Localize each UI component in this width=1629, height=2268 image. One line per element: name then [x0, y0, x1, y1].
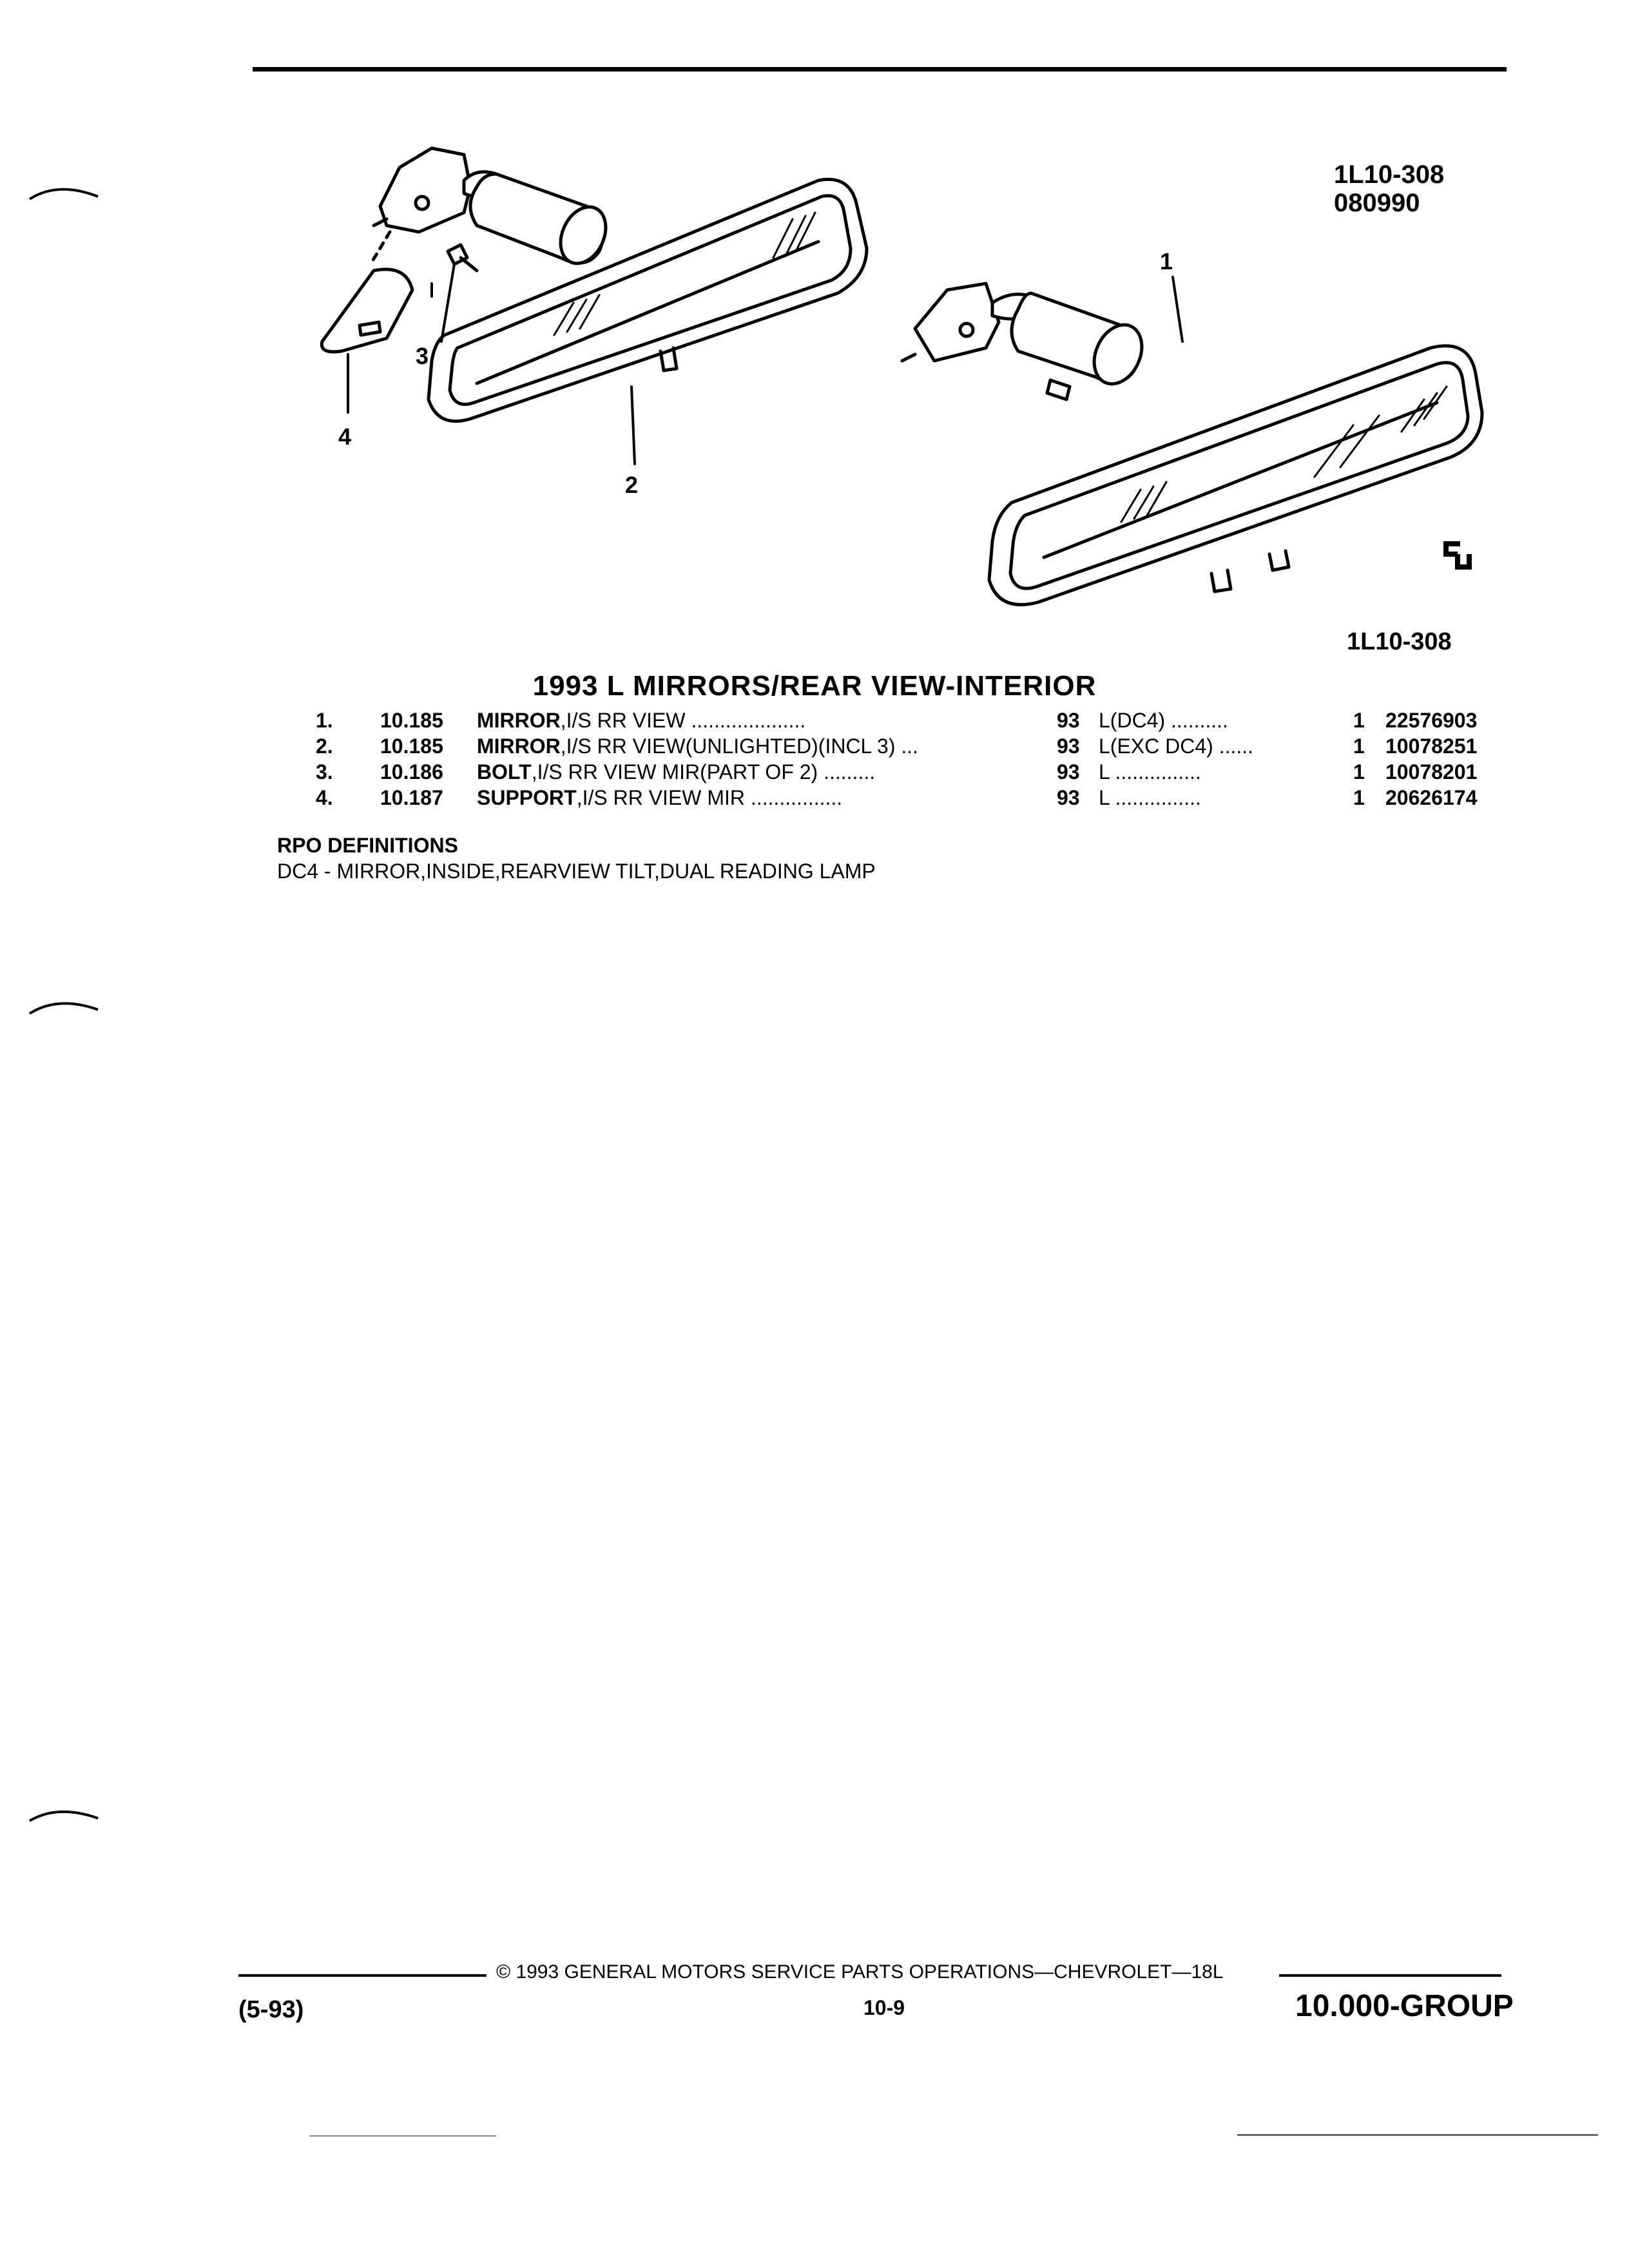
footer-rule-right — [1279, 1974, 1501, 1977]
cu-logo-icon — [1443, 541, 1472, 570]
part-number: 10078201 — [1385, 760, 1478, 783]
parts-row — [316, 785, 1514, 811]
group-number: 10.185 — [380, 709, 443, 732]
model-year: 93 — [1057, 786, 1080, 809]
binder-mark-top — [26, 184, 103, 209]
illustration-code: 1L10-308 — [1334, 160, 1445, 189]
part-description: SUPPORT,I/S RR VIEW MIR ................ — [477, 786, 843, 809]
model-year: 93 — [1057, 735, 1080, 758]
group-number: 10.187 — [380, 786, 443, 809]
part-description: BOLT,I/S RR VIEW MIR(PART OF 2) ......... — [477, 760, 876, 783]
item-number: 2. — [316, 735, 333, 758]
illustration-date: 080990 — [1334, 189, 1420, 217]
part-number: 20626174 — [1385, 786, 1478, 809]
footer-date-code: (5-93) — [238, 1996, 304, 2023]
support-bracket — [380, 148, 470, 232]
binder-mark-middle — [26, 995, 103, 1021]
parts-row — [316, 733, 1514, 759]
rpo-definition: DC4 - MIRROR,INSIDE,REARVIEW TILT,DUAL READING LAMP — [277, 860, 876, 883]
scan-line-bottom-right — [1237, 2134, 1598, 2136]
footer-group-label: 10.000-GROUP — [1295, 1989, 1514, 2023]
support-cover — [322, 269, 412, 352]
item-number: 3. — [316, 760, 333, 783]
footer-copyright: © 1993 GENERAL MOTORS SERVICE PARTS OPERATIONS—CHEVROLET—18L — [496, 1961, 1224, 1983]
rpo-heading: RPO DEFINITIONS — [277, 834, 458, 857]
callout-3: 3 — [416, 343, 429, 369]
right-bracket — [915, 284, 999, 361]
application: L(EXC DC4) ...... — [1099, 735, 1254, 758]
callout-2: 2 — [625, 472, 639, 498]
group-number: 10.186 — [380, 760, 443, 783]
application: L ............... — [1099, 786, 1201, 809]
item-number: 1. — [316, 709, 333, 732]
model-year: 93 — [1057, 709, 1080, 732]
quantity: 1 — [1353, 786, 1365, 809]
callout-1: 1 — [1160, 248, 1173, 274]
parts-row — [316, 759, 1514, 785]
mirror-exploded-illustration — [284, 129, 1547, 619]
application: L(DC4) .......... — [1099, 709, 1228, 732]
illustration-caption: 1L10-308 — [1347, 628, 1452, 655]
group-number: 10.185 — [380, 735, 443, 758]
quantity: 1 — [1353, 709, 1365, 732]
quantity: 1 — [1353, 735, 1365, 758]
rpo-definitions — [277, 832, 876, 884]
binder-mark-bottom — [26, 1804, 103, 1830]
parts-row — [316, 707, 1514, 733]
item-number: 4. — [316, 786, 333, 809]
part-number: 10078251 — [1385, 735, 1478, 758]
model-year: 93 — [1057, 760, 1080, 783]
scan-line-bottom-left — [309, 2135, 496, 2137]
part-number: 22576903 — [1385, 709, 1478, 732]
part-description: MIRROR,I/S RR VIEW .................... — [477, 709, 806, 732]
top-rule — [253, 67, 1507, 72]
footer-rule-left — [238, 1974, 487, 1977]
footer-page-number: 10-9 — [863, 1996, 905, 2019]
callout-4: 4 — [338, 423, 352, 450]
part-description: MIRROR,I/S RR VIEW(UNLIGHTED)(INCL 3) ... — [477, 735, 919, 758]
quantity: 1 — [1353, 760, 1365, 783]
application: L ............... — [1099, 760, 1201, 783]
parts-list — [316, 707, 1514, 811]
section-title: 1993 L MIRRORS/REAR VIEW-INTERIOR — [532, 670, 1097, 702]
